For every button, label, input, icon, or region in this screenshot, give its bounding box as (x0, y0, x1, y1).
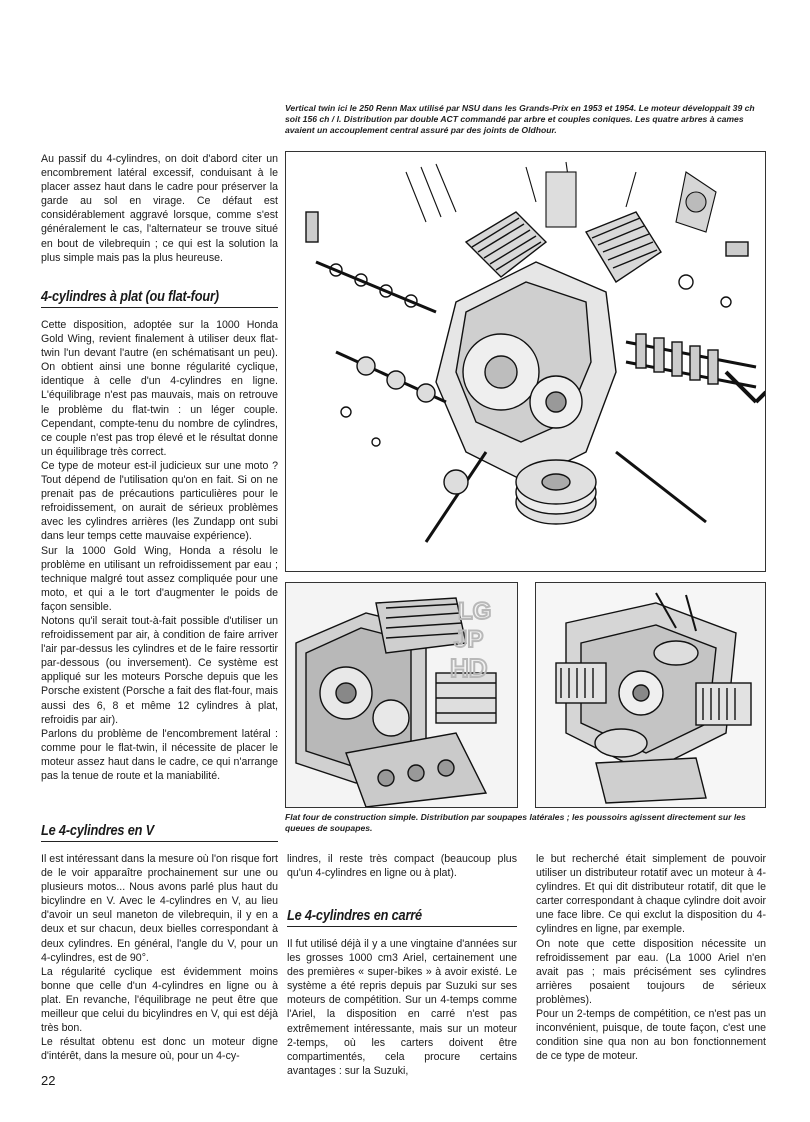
column-3 (536, 852, 766, 1063)
paragraph: le but recherché était simplement de pouvoir utiliser un distributeur rotatif avec un moteur à 4-cylindres. Et qui dit distributeur rotatif, dit que le carter correspondant à chaque cylindre doit avoir une face libre. Ce qui exclut la disposition du 4-cylindres en ligne, par exemple. (536, 853, 766, 936)
column-1-intro (41, 152, 278, 265)
paragraph: La régularité cyclique est évidemment moins bonne que celle d'un 4-cylindres en ligne ou à plat. En revanche, l'équilibrage ne peut être que meilleur que celui du bicylindres en V, qui est déjà très bon. (41, 965, 278, 1035)
paragraph: lindres, il reste très compact (beaucoup plus qu'un 4-cylindres en ligne ou à plat). (287, 853, 517, 880)
heading-v4: Le 4-cylindres en V (41, 823, 154, 839)
watermark-line-1: LG (458, 598, 492, 625)
section-heading-square-four (287, 908, 517, 927)
caption-bottom: Flat four de construction simple. Distribution par soupapes latérales ; les poussoirs agissent directement sur les queues de soupapes. (285, 812, 746, 834)
section-square-four-body (287, 937, 517, 1078)
paragraph: Parlons du problème de l'encombrement latéral : comme pour le flat-twin, il nécessite de placer le moteur assez haut dans le cadre, ce qui n'arrange pas la tenue de route et la maniabilité. (41, 727, 278, 782)
paragraph: Notons qu'il serait tout-à-fait possible d'utiliser un refroidissement par air, à condition de faire arriver l'air par-dessus les cylindres et de le faire ressortir par-dessous (ou inversement). Ce système est appliqué sur les moteurs Porsche depuis que les Porsche existent (Porsche a fait des flat-four, mais aussi des 6, 8 et même 12 cylindres à plat, refroidis par air). (41, 614, 278, 726)
heading-flat-four: 4-cylindres à plat (ou flat-four) (41, 289, 219, 305)
exploded-engine-illustration (286, 152, 766, 572)
paragraph: Cette disposition, adoptée sur la 1000 Honda Gold Wing, revient finalement à utiliser deux flat-twin l'un devant l'autre (en schématisant un peu). On obtient ainsi une bonne régularité cyclique, identique à celle d'un 4-cylindres en ligne. L'équilibrage n'est pas mauvais, mais on retrouve le problème du flat-twin : un léger couple. Cependant, compte-tenu du nombre de cylindres, ce couple n'est pas trop élevé et le résultat donne un équilibrage très correct. (41, 319, 278, 458)
section-heading-flat-four (41, 289, 278, 308)
column-2-top (287, 852, 517, 880)
paragraph: Au passif du 4-cylindres, on doit d'abord citer un encombrement latéral excessif, conduisant à le placer assez haut dans le cadre pour préserver la garde au sol en virage. Ce défaut est considérablement aggravé lorsque, comme s'est généralement le cas, l'alternateur se trouve situé en bout de vilebrequin ; ce qui est la solution la plus simple mais pas la plus heureuse. (41, 153, 278, 264)
watermark-line-3: HD (450, 653, 488, 683)
boxer-engine-illustration (536, 583, 766, 808)
paragraph: Pour un 2-temps de compétition, ce n'est pas un inconvénient, puisque, de toute façon, c'est une condition sine qua non au bon fonctionnement de ce type de moteur. (536, 1008, 766, 1063)
photo-exploded-engine (285, 151, 766, 572)
section-heading-v4 (41, 823, 278, 842)
paragraph: Sur la 1000 Gold Wing, Honda a résolu le problème en utilisant un refroidissement par eau ; technique malgré tout assez compliquée pour une moto, et qui a le tort d'augmenter le poids de façon sensible. (41, 544, 278, 613)
photo-flat-four-cutaway (285, 582, 518, 808)
paragraph: On note que cette disposition nécessite un refroidissement par eau. (La 1000 Ariel n'en avait pas ; mais précisément ses cylindres arrières posaient toujours de sérieux problèmes). (536, 937, 766, 1006)
paragraph: Le résultat obtenu est donc un moteur digne d'intérêt, dans la mesure où, pour un 4-cy- (41, 1036, 278, 1063)
caption-top: Vertical twin ici le 250 Renn Max utilisé par NSU dans les Grands-Prix en 1953 et 1954. Le moteur développait 39 ch soit 156 ch / l. Distribution par double ACT commandé par arbre et couples coniques. Les quatre arbres à cames avaient un accouplement central assuré par des joints de Oldhour. (285, 103, 755, 136)
watermark-line-2: JP (454, 626, 484, 653)
paragraph: Ce type de moteur est-il judicieux sur une moto ? Tout dépend de l'utilisation qu'on en fait. Si on ne prenait pas de précautions particulières pour le refroidissement, on aurait de sérieux problèmes avec les cylindres arrières (les Zundapp ont subi dans leur temps cette mauvaise expérience). (41, 459, 278, 543)
paragraph: Il fut utilisé déjà il y a une vingtaine d'années sur les grosses 1000 cm3 Ariel, certainement une des premières « super-bikes » à avoir existé. Le système a été repris depuis par Suzuki sur ses moteurs de compétition. Sur un 4-temps comme l'Ariel, la disposition en carré n'est pas extrêmement intéressante, mais sur un moteur 2-temps, où les carters doivent être compartimentés, cela procure certains avantages : sur la Suzuki, (287, 938, 517, 1077)
section-v4-body (41, 852, 278, 1063)
flat-four-illustration (286, 583, 518, 808)
heading-square-four: Le 4-cylindres en carré (287, 908, 422, 924)
photo-boxer-cutaway (535, 582, 766, 808)
page-number: 22 (41, 1073, 56, 1088)
section-flat-four-body (41, 318, 278, 783)
paragraph: Il est intéressant dans la mesure où l'on risque fort de le voir apparaître prochainement sur une ou plusieurs motos... Nous avons parlé plus haut du bicylindre en V. Avec le 4-cylindres en V, au lieu d'avoir un seul maneton de vilebrequin, il y en a deux et sur chacun, deux bielles correspondant à deux cylindres. En général, l'angle du V, pour un 4-cylindres, est de 90°. (41, 853, 278, 964)
